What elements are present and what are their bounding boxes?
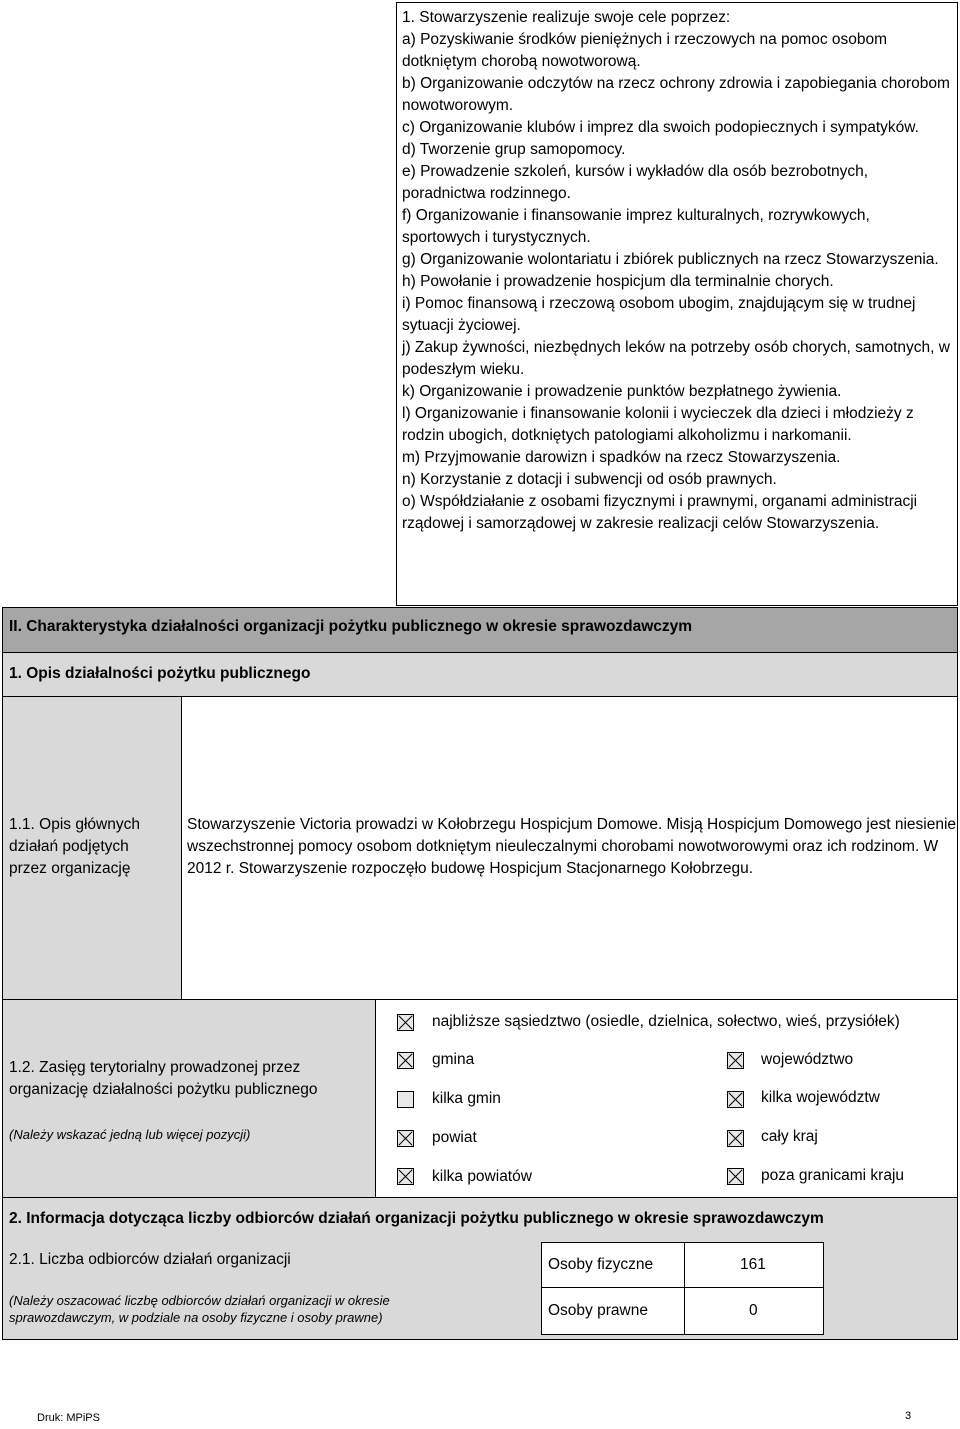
q21-note: (Należy oszacować liczbę odbiorców działań organizacji w okresie sprawozdawczym, w podziale na osoby fizyczne i osoby prawne) — [9, 1293, 390, 1325]
q11-label: 1.1. Opis głównych działań podjętych przez organizację — [9, 816, 140, 877]
persons-value-cell — [684, 1242, 824, 1288]
scope-checkbox-gmina[interactable] — [397, 1052, 414, 1069]
goals-line: m) Przyjmowanie darowizn i spadków na rzecz Stowarzyszenia. — [402, 449, 841, 466]
scope-checkbox-powiat[interactable] — [397, 1130, 414, 1147]
goals-list — [396, 2, 958, 606]
goals-line: d) Tworzenie grup samopomocy. — [402, 141, 626, 158]
subsection1-title: 1. Opis działalności pożytku publicznego — [9, 665, 311, 682]
q21-label: 2.1. Liczba odbiorców działań organizacji — [9, 1251, 291, 1268]
scope-label-caly-kraj: cały kraj — [761, 1128, 818, 1145]
legal-value-cell — [684, 1287, 824, 1335]
scope-label-powiat: powiat — [432, 1129, 477, 1146]
goals-line: b) Organizowanie odczytów na rzecz ochrony zdrowia i zapobiegania chorobom nowotworowym. — [402, 75, 950, 114]
scope-label-wojewodztwo: województwo — [761, 1051, 854, 1068]
q11-answer: Stowarzyszenie Victoria prowadzi w Kołobrzegu Hospicjum Domowe. Misją Hospicjum Domowego jest niesienie wszechstronnej pomocy osobom dotkniętym nieuleczalnymi chorobami nowotworowymi oraz ich rodzinom. W 2012 r. Stowarzyszenie rozpoczęło budowę Hospicjum Stacjonarnego Kołobrzegu. — [187, 816, 957, 877]
scope-checkbox-neighborhood[interactable] — [397, 1014, 414, 1031]
section2-title: II. Charakterystyka działalności organizacji pożytku publicznego w okresie sprawozdawczym — [9, 618, 693, 635]
scope-checkbox-caly-kraj[interactable] — [727, 1130, 744, 1147]
goals-line: k) Organizowanie i prowadzenie punktów bezpłatnego żywienia. — [402, 383, 842, 400]
scope-checkbox-kilka-powiatow[interactable] — [397, 1168, 414, 1185]
subsection2-header — [2, 1197, 958, 1241]
scope-label-kilka-powiatow: kilka powiatów — [432, 1168, 532, 1185]
scope-label-neighborhood: najbliższe sąsiedztwo (osiedle, dzielnica, sołectwo, wieś, przysiółek) — [432, 1013, 900, 1030]
persons-label-cell — [541, 1242, 685, 1288]
scope-label-kilka-wojewodztw: kilka województw — [761, 1089, 880, 1106]
scope-checkbox-abroad[interactable] — [727, 1168, 744, 1185]
goals-line: f) Organizowanie i finansowanie imprez kulturalnych, rozrywkowych, sportowych i turystycznych. — [402, 207, 870, 246]
scope-checkbox-kilka-wojewodztw[interactable] — [727, 1091, 744, 1108]
goals-line: n) Korzystanie z dotacji i subwencji od osób prawnych. — [402, 471, 777, 488]
goals-line: j) Zakup żywności, niezbędnych leków na potrzeby osób chorych, samotnych, w podeszłym wieku. — [402, 339, 950, 378]
goals-line: 1. Stowarzyszenie realizuje swoje cele poprzez: — [402, 9, 731, 26]
goals-line: c) Organizowanie klubów i imprez dla swoich podopiecznych i sympatyków. — [402, 119, 919, 136]
scope-label-gmina: gmina — [432, 1051, 475, 1068]
goals-line: a) Pozyskiwanie środków pieniężnych i rzeczowych na pomoc osobom dotkniętym chorobą nowotworową. — [402, 31, 888, 70]
q11-label-cell — [2, 697, 182, 1000]
goals-line: e) Prowadzenie szkoleń, kursów i wykładów dla osób bezrobotnych, poradnictwa rodzinnego. — [402, 163, 869, 202]
persons-value: 161 — [740, 1256, 766, 1273]
q12-label: 1.2. Zasięg terytorialny prowadzonej przez organizację działalności pożytku publicznego — [9, 1059, 318, 1098]
scope-checkbox-kilka-gmin[interactable] — [397, 1091, 414, 1108]
legal-value: 0 — [749, 1302, 758, 1319]
section2-header — [2, 607, 958, 653]
persons-label: Osoby fizyczne — [548, 1256, 654, 1273]
goals-line: l) Organizowanie i finansowanie kolonii i wycieczek dla dzieci i młodzieży z rodzin ubogich, dotkniętych patologiami alkoholizmu i narkomanii. — [402, 405, 914, 444]
goals-line: g) Organizowanie wolontariatu i zbiórek publicznych na rzecz Stowarzyszenia. — [402, 251, 939, 268]
legal-label: Osoby prawne — [548, 1302, 648, 1319]
subsection1-header — [2, 653, 958, 697]
footer-page-number: 3 — [905, 1410, 912, 1422]
scope-label-kilka-gmin: kilka gmin — [432, 1090, 501, 1107]
q12-note: (Należy wskazać jedną lub więcej pozycji) — [9, 1127, 251, 1142]
goals-line: i) Pomoc finansową i rzeczową osobom ubogim, znajdującym się w trudnej sytuacji życiowej. — [402, 295, 916, 334]
scope-checkbox-wojewodztwo[interactable] — [727, 1052, 744, 1069]
scope-label-abroad: poza granicami kraju — [761, 1167, 905, 1184]
legal-label-cell — [541, 1287, 685, 1335]
footer-print: Druk: MPiPS — [37, 1412, 100, 1424]
q11-answer-cell — [181, 697, 958, 1000]
q12-label-cell — [2, 999, 376, 1198]
goals-line: o) Współdziałanie z osobami fizycznymi i prawnymi, organami administracji rządowej i samorządowej w zakresie realizacji celów Stowarzyszenia. — [402, 493, 918, 532]
goals-line: h) Powołanie i prowadzenie hospicjum dla terminalnie chorych. — [402, 273, 834, 290]
subsection2-title: 2. Informacja dotycząca liczby odbiorców działań organizacji pożytku publicznego w okresie sprawozdawczym — [9, 1210, 824, 1227]
